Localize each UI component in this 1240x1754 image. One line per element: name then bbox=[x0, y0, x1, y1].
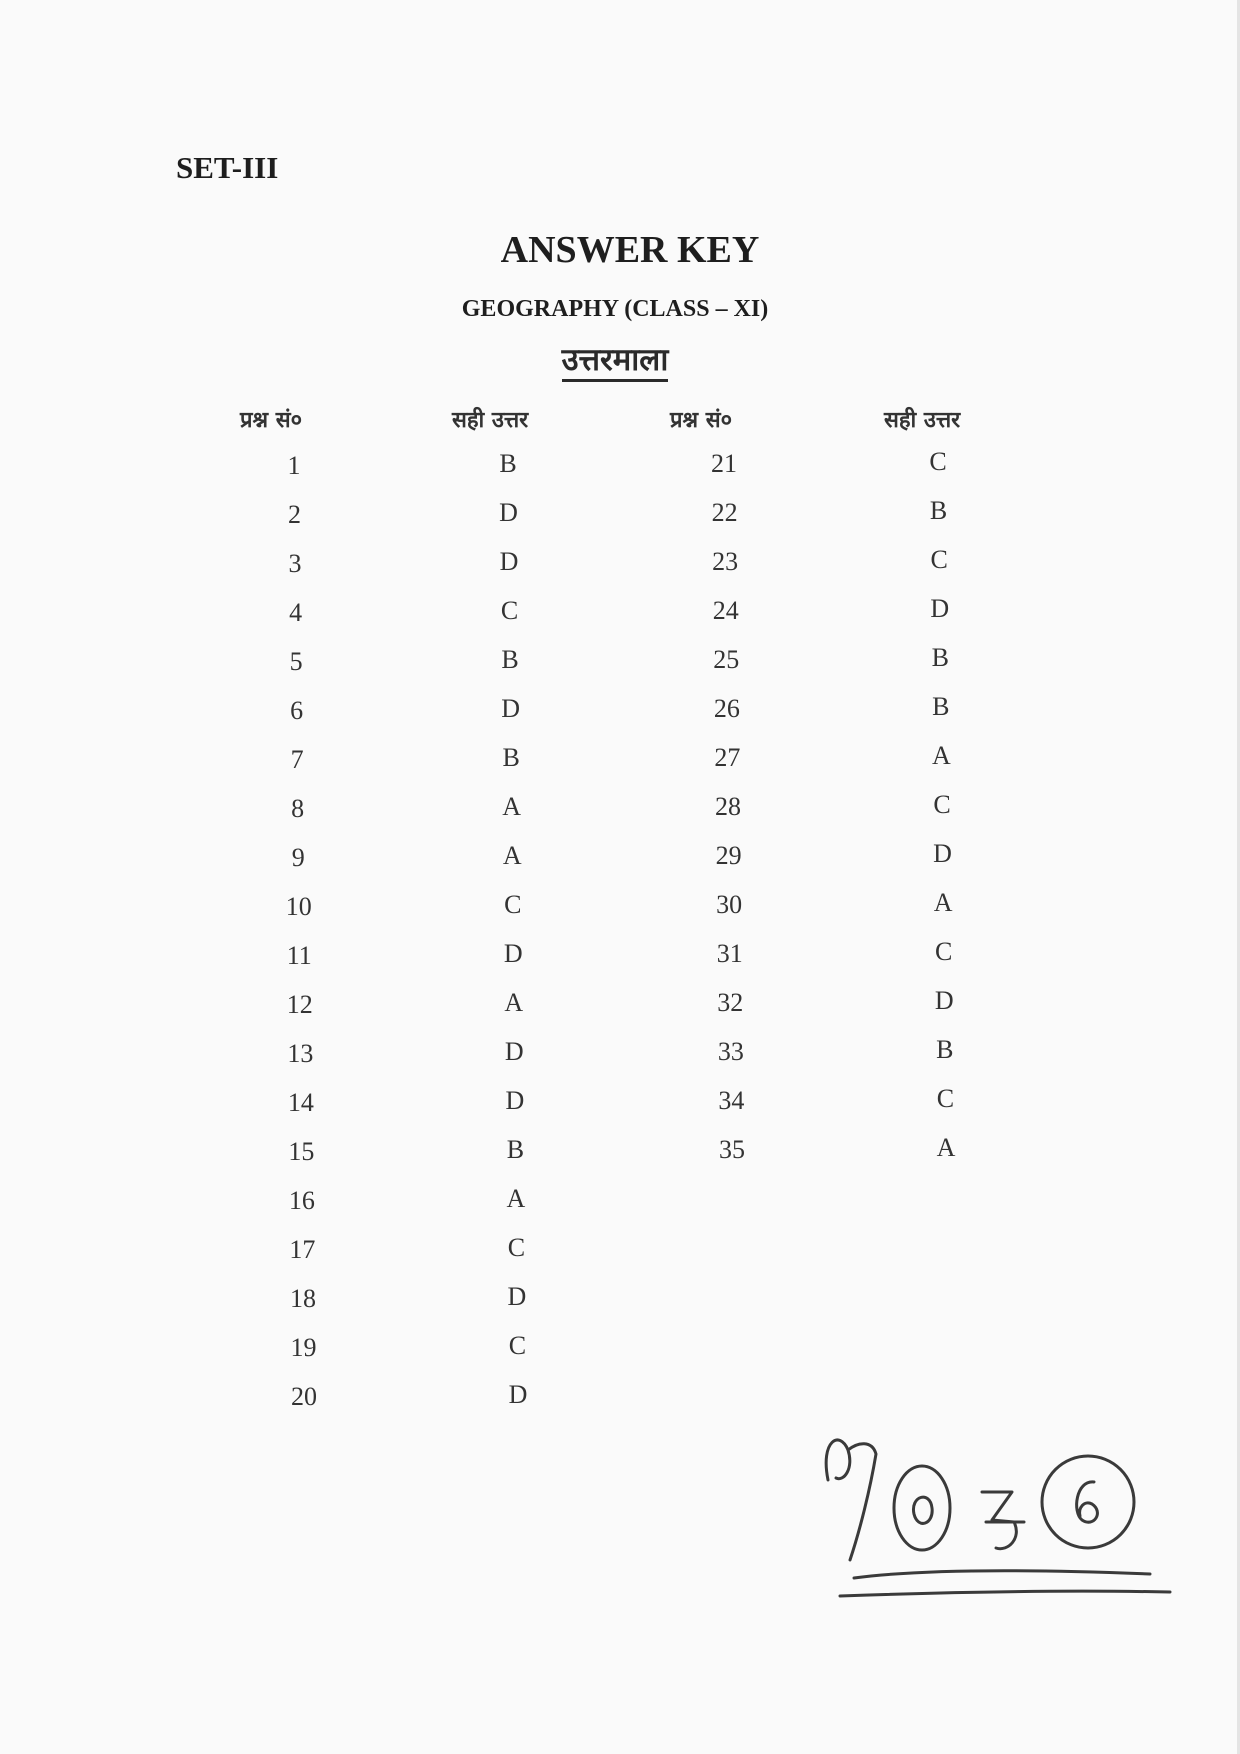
answer-letter: D bbox=[503, 939, 523, 968]
page-title: ANSWER KEY bbox=[500, 229, 760, 271]
question-number: 8 bbox=[291, 794, 305, 823]
answer-letter: D bbox=[505, 1086, 525, 1115]
question-number: 12 bbox=[286, 990, 313, 1019]
answer-letter: B bbox=[929, 496, 948, 525]
question-number: 17 bbox=[289, 1235, 316, 1264]
answer-letter: C bbox=[508, 1331, 527, 1360]
answer-letter: A bbox=[502, 841, 522, 870]
question-number: 4 bbox=[289, 598, 303, 627]
answer-letter: A bbox=[502, 792, 522, 821]
header-question-no: प्रश्न सं० bbox=[240, 408, 303, 433]
question-number: 18 bbox=[289, 1284, 316, 1313]
question-number: 28 bbox=[715, 792, 741, 821]
answer-letter: D bbox=[508, 1380, 528, 1409]
answer-letter: D bbox=[501, 694, 521, 723]
answer-letter: C bbox=[507, 1233, 526, 1262]
question-number: 27 bbox=[714, 743, 741, 772]
answer-letter: D bbox=[930, 594, 950, 623]
handwritten-signature bbox=[810, 1420, 1180, 1600]
answer-letter: A bbox=[933, 888, 953, 917]
answer-letter: D bbox=[934, 986, 954, 1015]
answer-letter: B bbox=[931, 643, 949, 672]
question-number: 15 bbox=[288, 1137, 315, 1166]
question-number: 2 bbox=[288, 500, 302, 529]
answer-letter: A bbox=[504, 988, 524, 1017]
question-number: 16 bbox=[288, 1186, 315, 1215]
question-number: 26 bbox=[713, 694, 740, 723]
question-number: 30 bbox=[716, 890, 743, 919]
question-number: 25 bbox=[713, 645, 740, 674]
question-number: 13 bbox=[287, 1039, 314, 1068]
page-subtitle: GEOGRAPHY (CLASS – XI) bbox=[461, 296, 769, 322]
question-number: 11 bbox=[286, 941, 312, 970]
answer-letter: C bbox=[930, 545, 948, 574]
question-number: 34 bbox=[718, 1086, 745, 1115]
answer-letter: C bbox=[504, 890, 522, 919]
question-number: 3 bbox=[288, 549, 302, 578]
question-number: 5 bbox=[289, 647, 303, 676]
answer-letter: B bbox=[506, 1135, 525, 1164]
answer-letter: B bbox=[932, 692, 950, 721]
hindi-title: उत्तरमाला bbox=[0, 338, 1230, 380]
answer-letter: D bbox=[504, 1037, 524, 1066]
question-number: 20 bbox=[291, 1382, 317, 1411]
answer-letter: C bbox=[936, 1084, 955, 1113]
question-number: 33 bbox=[717, 1037, 744, 1066]
question-number: 21 bbox=[711, 449, 737, 478]
question-number: 31 bbox=[716, 939, 743, 968]
question-number: 22 bbox=[711, 498, 738, 527]
answer-letter: C bbox=[929, 447, 947, 476]
answer-letter: A bbox=[506, 1184, 526, 1213]
header-correct-answer: सही उत्तर bbox=[452, 408, 529, 433]
answer-letter: B bbox=[502, 743, 520, 772]
question-number: 7 bbox=[290, 745, 304, 774]
answer-letter: D bbox=[499, 498, 518, 527]
header-correct-answer-2: सही उत्तर bbox=[884, 408, 961, 433]
question-number: 10 bbox=[285, 892, 312, 921]
question-number: 6 bbox=[290, 696, 304, 725]
answer-letter: C bbox=[935, 937, 953, 966]
question-number: 32 bbox=[717, 988, 744, 1017]
answer-letter: C bbox=[500, 596, 519, 625]
header-question-no-2: प्रश्न सं० bbox=[670, 408, 733, 433]
question-number: 35 bbox=[719, 1135, 745, 1164]
answer-letter: C bbox=[933, 790, 951, 819]
question-number: 29 bbox=[715, 841, 742, 870]
question-number: 23 bbox=[712, 547, 739, 576]
question-number: 24 bbox=[712, 596, 739, 625]
question-number: 19 bbox=[290, 1333, 317, 1362]
answer-letter: B bbox=[499, 449, 517, 478]
question-number: 14 bbox=[287, 1088, 314, 1117]
answer-letter: D bbox=[507, 1282, 527, 1311]
answer-letter: D bbox=[499, 547, 519, 576]
answer-letter: B bbox=[501, 645, 519, 674]
answer-letter: A bbox=[932, 741, 951, 770]
answer-letter: B bbox=[936, 1035, 954, 1064]
set-label: SET-III bbox=[176, 150, 279, 185]
answer-letter: D bbox=[933, 839, 952, 868]
answer-letter: A bbox=[936, 1133, 956, 1162]
question-number: 1 bbox=[287, 451, 301, 480]
question-number: 9 bbox=[291, 843, 305, 872]
